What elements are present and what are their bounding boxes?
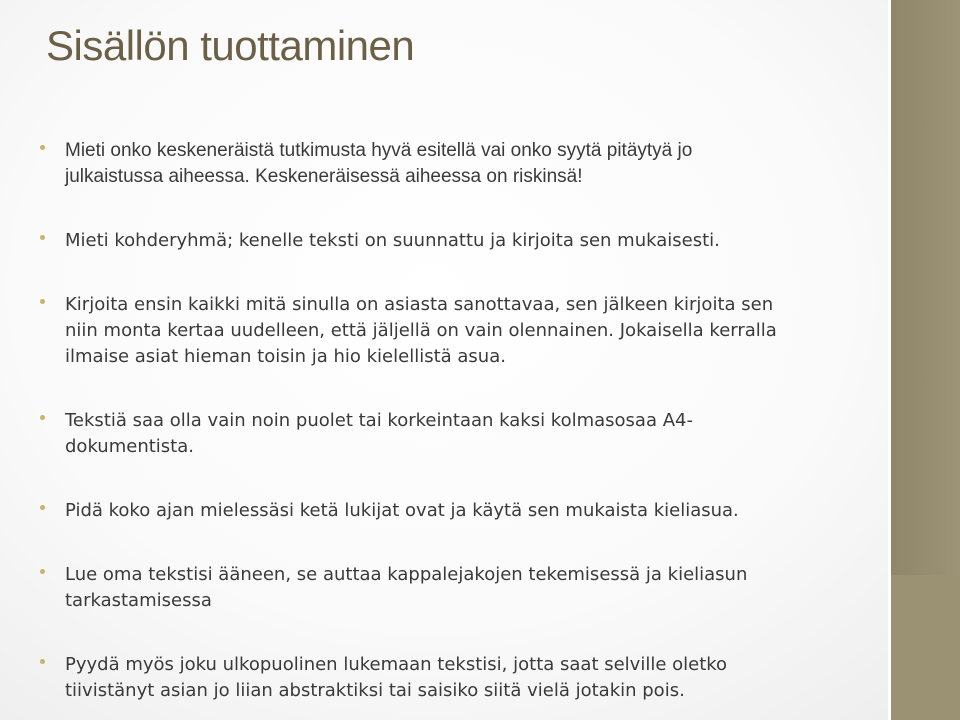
bullet-item — [40, 408, 820, 460]
bullet-text-line: Mieti kohderyhmä; kenelle teksti on suunnattu ja kirjoita sen mukaisesti. — [65, 230, 720, 251]
bullet-text-line: niin monta kertaa uudelleen, että jäljellä on vain olennainen. Jokaisella kerralla — [65, 320, 777, 341]
bullet-text-line: Pyydä myös joku ulkopuolinen lukemaan tekstisi, jotta saat selville oletko — [65, 654, 728, 675]
bullet-dot-icon — [40, 145, 45, 150]
bullet-item — [40, 292, 820, 370]
bullet-item — [40, 652, 820, 704]
bullet-text-line: Lue oma tekstisi ääneen, se auttaa kappalejakojen tekemisessä ja kieliasun — [65, 564, 748, 585]
bullet-dot-icon — [40, 415, 45, 420]
bullet-dot-icon — [40, 299, 45, 304]
bullet-text-line: tiivistänyt asian jo liian abstraktiksi tai saisiko siitä vielä jotakin pois. — [65, 680, 685, 701]
bullet-list — [40, 138, 820, 704]
bullet-item — [40, 498, 820, 524]
bullet-item — [40, 562, 820, 614]
slide-title: Sisällön tuottaminen — [46, 22, 415, 69]
side-band-divider — [888, 0, 891, 720]
side-band-lower — [888, 575, 960, 720]
bullet-dot-icon — [40, 569, 45, 574]
side-band-upper — [888, 0, 960, 575]
bullet-text-line: tarkastamisessa — [65, 590, 212, 611]
bullet-text-line: dokumentista. — [65, 436, 194, 457]
bullet-dot-icon — [40, 505, 45, 510]
bullet-text-line: Kirjoita ensin kaikki mitä sinulla on asiasta sanottavaa, sen jälkeen kirjoita sen — [65, 294, 774, 315]
side-accent-band — [888, 0, 960, 720]
bullet-dot-icon — [40, 235, 45, 240]
bullet-text-line: julkaistussa aiheessa. Keskeneräisessä aiheessa on riskinsä! — [65, 166, 583, 187]
bullet-text-line: Mieti onko keskeneräistä tutkimusta hyvä esitellä vai onko syytä pitäytyä jo — [65, 140, 693, 161]
bullet-item — [40, 228, 820, 254]
bullet-text-line: ilmaise asiat hieman toisin ja hio kielellistä asua. — [65, 346, 506, 367]
bullet-text-line: Pidä koko ajan mielessäsi ketä lukijat ovat ja käytä sen mukaista kieliasua. — [65, 500, 739, 521]
bullet-item — [40, 138, 820, 190]
bullet-dot-icon — [40, 659, 45, 664]
bullet-text-line: Tekstiä saa olla vain noin puolet tai korkeintaan kaksi kolmasosaa A4- — [65, 410, 693, 431]
